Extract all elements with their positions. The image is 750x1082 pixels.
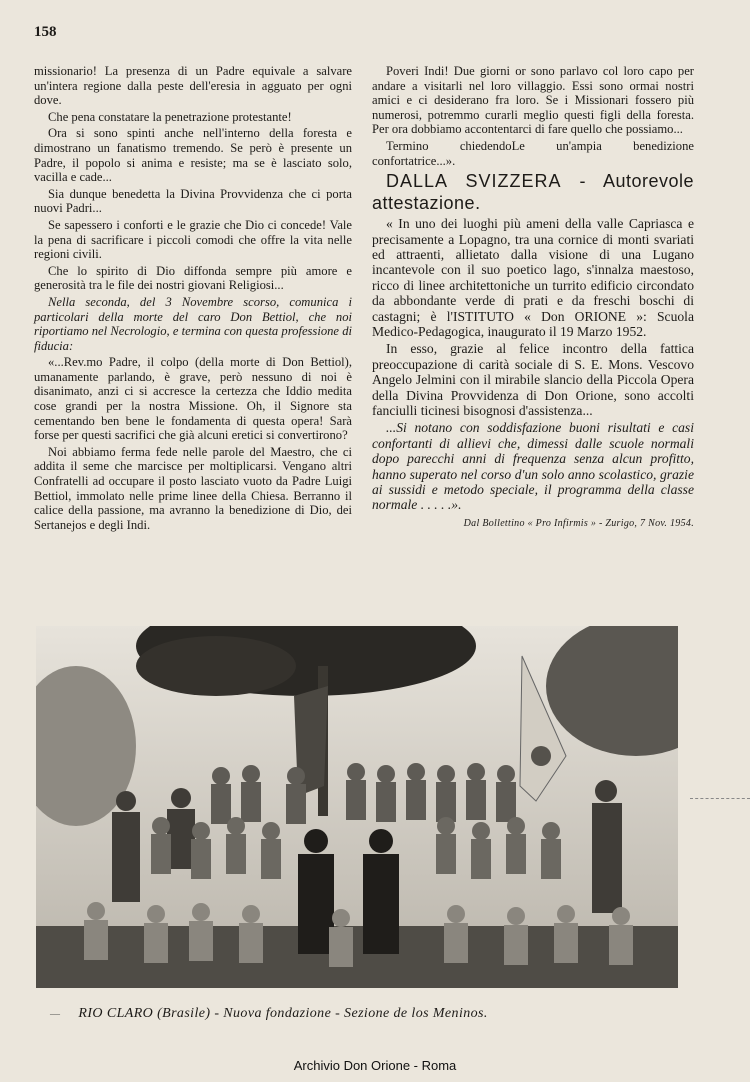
section-heading-sub: Autorevole attestazione. <box>372 171 694 214</box>
right-paragraph-1: Poveri Indi! Due giorni or sono parlavo col loro capo per andare a visitarli nel loro villaggio. Essi sono ormai nostri amici e ci desiderano fra loro. Se i Missionari fossero più numerosi, potremmo curarli meglio questi figli della foresta. Per ora dobbiamo accontentarci di fare quello che possiamo... <box>372 64 694 137</box>
left-column <box>34 64 352 534</box>
left-paragraph-7: Nella seconda, del 3 Novembre scorso, comunica i particolari della morte del caro Don Bettiol, che noi riportiamo nel Necrologio, e termina con questa professione di fiducia: <box>34 294 352 353</box>
group-photo <box>36 626 678 988</box>
section-heading-main: DALLA SVIZZERA <box>386 171 562 192</box>
section-paragraph-1: « In uno dei luoghi più ameni della valle Capriasca e precisamente a Lopagno, tra una cornice di monti svariati ed attraenti, allietato dalla visione di una Lugano incantevole con il suo poetico lago, s'innalza maestoso, ricco di linee architettoniche un turrito edificio circondato da abbondante verde di prati e da freschi boschi di castagni; è l'ISTITUTO « Don ORIONE »: Scuola Medico-Pedagogica, inaugurato il 19 Marzo 1952. <box>372 216 694 339</box>
section-paragraph-2: In esso, grazie al felice incontro della fattica preoccupazione di carità sociale di S. E. Mons. Vescovo Angelo Jelmini con il mirabile slancio della Piccola Opera della Divina Provvidenza di Don Orione, sono accolti fanciulli ticinesi bisognosi d'assistenza... <box>372 341 694 419</box>
source-citation: Dal Bollettino « Pro Infirmis » - Zurigo, 7 Nov. 1954. <box>463 517 694 529</box>
archive-footer: Archivio Don Orione - Roma <box>293 1058 457 1073</box>
caption-text: RIO CLARO (Brasile) - Nuova fondazione - Sezione de los Meninos. <box>78 1006 488 1021</box>
group-photo-icon <box>36 626 678 988</box>
left-paragraph-3: Ora si sono spinti anche nell'interno della foresta e dimostrano un fanatismo tremendo. Se però è presente un Padre, il popolo si anima e resiste; ma se è lasciato solo, vacilla e cade... <box>34 126 352 185</box>
italic-quote: ...Si notano con soddisfazione buoni risultati e casi confortanti di allievi che, dimessi dalle scuole normali dopo parecchi anni di frequenza senza alcun profitto, hanno superato nel corso d'un solo anno scolastico, grazie ai sussidi e metodo speciale, il programma della classe normale . . . . .». <box>372 420 694 513</box>
left-paragraph-5: Se sapessero i conforti e le grazie che Dio ci concede! Vale la pena di sacrificare i piccoli comodi che offre la vita nelle regioni civili. <box>34 217 352 262</box>
photo-caption <box>50 1006 690 1022</box>
page-number: 158 <box>34 24 57 40</box>
left-paragraph-2: Che pena constatare la penetrazione protestante! <box>48 109 292 124</box>
left-paragraph-6: Che lo spirito di Dio diffonda sempre più amore e generosità tra le file dei nostri giovani Religiosi... <box>34 263 352 293</box>
left-paragraph-1: missionario! La presenza di un Padre equivale a salvare un'intera regione dalla peste dell'eresia in agguato per ogni dove. <box>34 64 352 108</box>
left-paragraph-9: Noi abbiamo ferma fede nelle parole del Maestro, che ci addita il seme che marcisce per moltiplicarsi. Vengano altri Confratelli ad occupare il posto lasciato vuoto da Padre Luigi Bettiol, immolato nelle prime linee della Chiesa. Berranno il calice della passione, ma avranno la benedizione di Dio, dei Sertanejos e degli Indi. <box>34 444 352 532</box>
left-paragraph-4: Sia dunque benedetta la Divina Provvidenza che ci porta nuovi Padri... <box>34 186 352 216</box>
right-column <box>372 64 694 531</box>
right-paragraph-2: Termino chiedendoLe un'ampia benedizione confortatrice...». <box>372 138 694 168</box>
divider <box>690 798 750 799</box>
section-heading <box>372 170 694 214</box>
caption-mark-icon: — <box>50 1009 61 1020</box>
left-paragraph-8: «...Rev.mo Padre, il colpo (della morte di Don Bettiol), umanamente parlando, è grave, però nessuno di noi è disanimato, anzi ci si accresce la certezza che Iddio medita cose grandi per la nostra Missione. Oh, il Signore sta cementando ben bene le fondamenta di questa opera! Sarà forse per questi sacrifici che già alcuni eretici si convertirono? <box>34 355 352 443</box>
section-heading-separator: - <box>561 171 603 192</box>
